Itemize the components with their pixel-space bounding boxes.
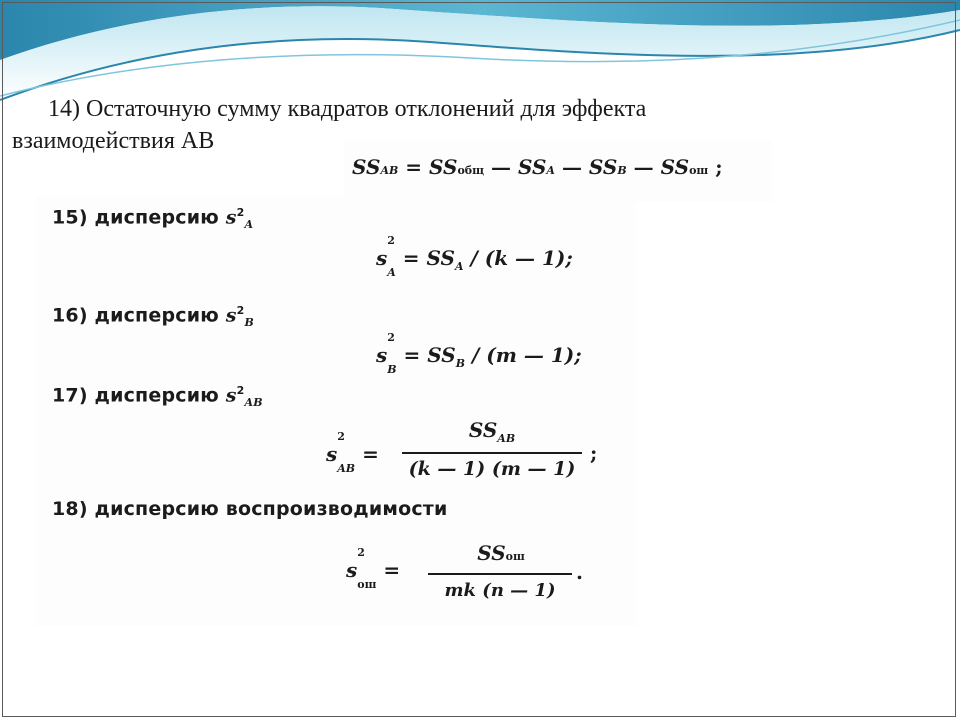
fraction-bar-17 — [402, 452, 582, 454]
item-16-label: 16) дисперсию $s^2_B$ — [52, 304, 255, 330]
formula-variance-ab-lhs: s 2 $_{AB}$ = — [326, 430, 379, 475]
formula-variance-ab-denominator: (k — 1) (m — 1) — [408, 458, 576, 480]
formula-variance-a: s 2 $_A = SS_A / (k$ — 1); — [376, 234, 573, 279]
item-18-label: 18) дисперсию воспроизводимости — [52, 498, 448, 520]
formula-variance-ab-semicolon: ; — [590, 441, 598, 465]
formula-variance-error-numerator: SSош — [477, 541, 525, 565]
formula-variance-error-denominator: mk (n — 1) — [444, 580, 556, 601]
heading-line-1: 14) Остаточную сумму квадратов отклонений для эффекта — [48, 96, 647, 122]
item-15-label: 15) дисперсию $s^2_A$ — [52, 206, 254, 232]
fraction-bar-18 — [428, 573, 572, 575]
formula-variance-error-lhs: s 2 $_{ош}$ = — [346, 546, 401, 591]
heading-line-2: взаимодействия АВ — [12, 128, 215, 154]
item-17-label: 17) дисперсию $s^2_{AB}$ — [52, 384, 263, 410]
formula-variance-ab-numerator: $SS_{AB}$ — [468, 418, 516, 445]
formula-ss-ab: SSAB = SSобщ — SSA — SSB — SSош ; — [352, 155, 723, 179]
formula-variance-error-period: . — [576, 560, 583, 584]
formula-variance-b: s 2 $_B = SS_B / (m$ — 1); — [376, 331, 582, 376]
